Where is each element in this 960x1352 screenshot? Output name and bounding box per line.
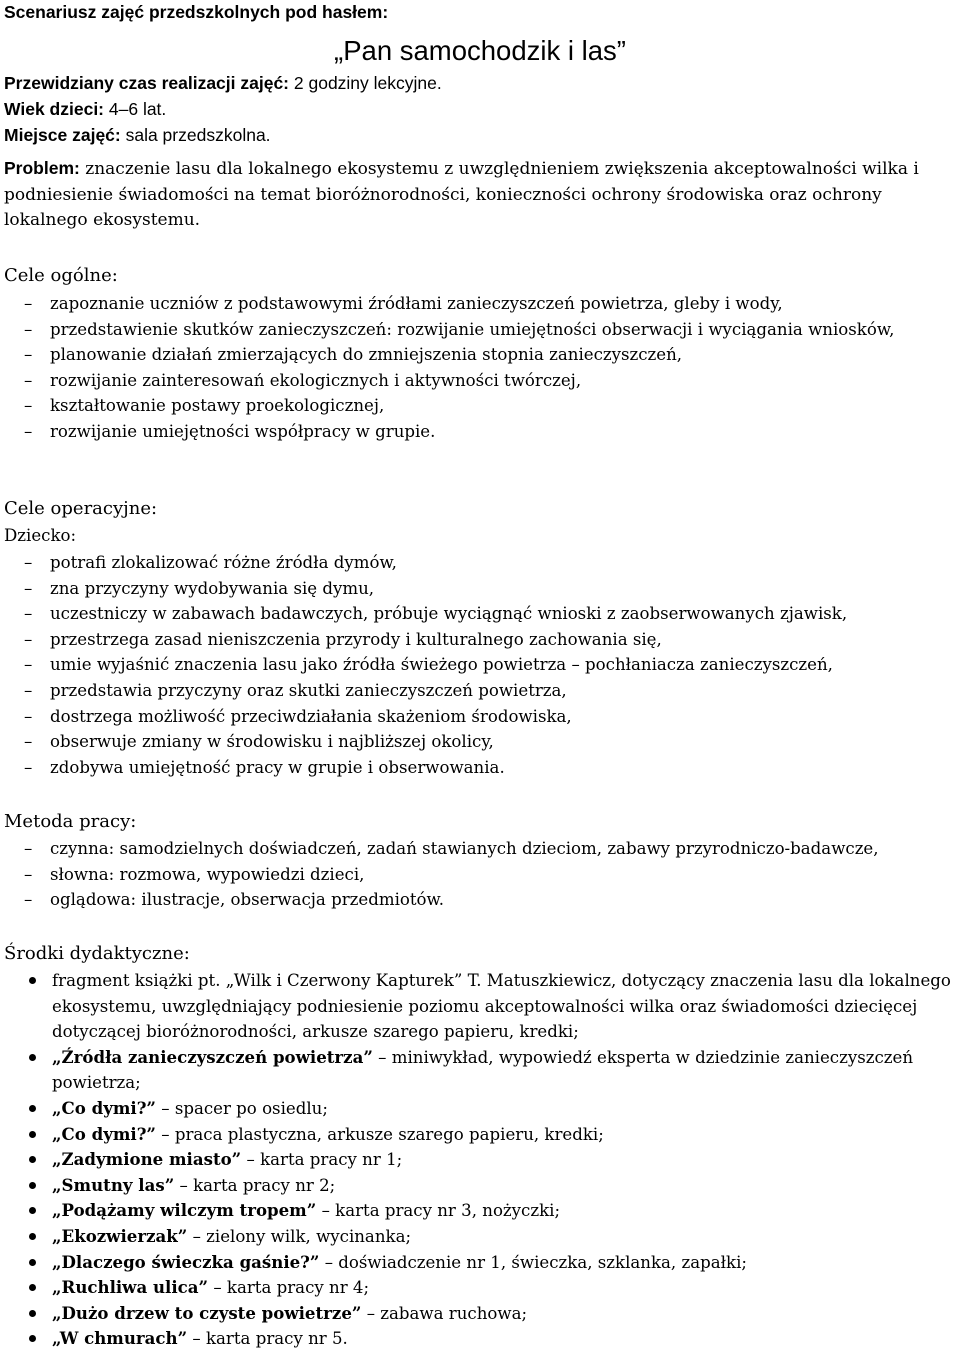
meta-place — [4, 125, 271, 145]
bullet-icon — [29, 1335, 36, 1342]
bullet-icon — [29, 1259, 36, 1266]
list-item: – potrafi zlokalizować różne źródła dymów, — [24, 553, 397, 572]
page-title: „Pan samochodzik i las” — [334, 35, 626, 66]
list-item: – zdobywa umiejętność pracy w grupie i obserwowania. — [24, 757, 505, 777]
list-item: „Co dymi?” – spacer po osiedlu; — [4, 1096, 954, 1122]
cele-operacyjne-list — [4, 550, 954, 780]
meta-age-label: Wiek dzieci: — [4, 99, 105, 119]
list-item: „Ekozwierzak” – zielony wilk, wycinanka; — [4, 1224, 954, 1250]
list-item: – kształtowanie postawy proekologicznej, — [24, 396, 385, 416]
list-item: – uczestniczy w zabawach badawczych, próbuje wyciągnąć wnioski z zaobserwowanych zjawisk, — [24, 604, 848, 624]
meta-place-value: sala przedszkolna. — [120, 125, 271, 145]
heading-cele-operacyjne: Cele operacyjne: — [4, 498, 158, 519]
list-item: „Smutny las” – karta pracy nr 2; — [4, 1173, 954, 1199]
meta-time — [4, 73, 442, 93]
list-item: fragment książki pt. „Wilk i Czerwony Kapturek” T. Matuszkiewicz, dotyczący znaczenia lasu dla lokalnego ekosystemu, uwzględniający podniesienie poziomu akceptowalności wilka oraz świadomości dziecięcej dotyczącej bioróżnorodności, arkusze szarego papieru, kredki; — [4, 968, 954, 1045]
meta-age-value: 4–6 lat. — [104, 99, 167, 119]
list-item: – słowna: rozmowa, wypowiedzi dzieci, — [24, 864, 365, 884]
srodki-list — [4, 968, 954, 1352]
meta-place-label: Miejsce zajęć: — [4, 125, 121, 145]
list-item: – czynna: samodzielnych doświadczeń, zadań stawianych dzieciom, zabawy przyrodniczo-badawcze, — [24, 839, 879, 858]
bullet-icon — [29, 1131, 36, 1138]
cele-ogolne-list — [4, 291, 954, 445]
list-item: – zapoznanie uczniów z podstawowymi źródłami zanieczyszczeń powietrza, gleby i wody, — [24, 294, 783, 313]
scenario-header: Scenariusz zajęć przedszkolnych pod hasłem: — [4, 2, 389, 22]
meta-time-label: Przewidziany czas realizacji zajęć: — [4, 73, 290, 93]
list-item: – obserwuje zmiany w środowisku i najbliższej okolicy, — [24, 732, 494, 752]
list-item: – przedstawia przyczyny oraz skutki zanieczyszczeń powietrza, — [24, 680, 567, 700]
list-item: „Dużo drzew to czyste powietrze” – zabawa ruchowa; — [4, 1301, 954, 1327]
problem-text: znaczenie lasu dla lokalnego ekosystemu z uwzględnieniem zwiększenia akceptowalności wilka i podniesienie świadomości na temat bioróżnorodności, konieczności ochrony środowiska oraz ochrony lokalnego ekosystemu. — [4, 159, 919, 230]
metoda-pracy-list — [4, 836, 954, 913]
meta-age — [4, 99, 166, 119]
list-item: – rozwijanie zainteresowań ekologicznych i aktywności twórczej, — [24, 370, 582, 390]
list-item: „Ruchliwa ulica” – karta pracy nr 4; — [4, 1275, 954, 1301]
bullet-icon — [29, 977, 36, 984]
bullet-icon — [29, 1207, 36, 1214]
problem-label: Problem: — [4, 158, 80, 178]
list-item: „Dlaczego świeczka gaśnie?” – doświadczenie nr 1, świeczka, szklanka, zapałki; — [4, 1250, 954, 1276]
bullet-icon — [29, 1233, 36, 1240]
list-item: „Zadymione miasto” – karta pracy nr 1; — [4, 1147, 954, 1173]
problem-paragraph — [4, 156, 954, 234]
list-item: – umie wyjaśnić znaczenia lasu jako źródła świeżego powietrza – pochłaniacza zanieczyszczeń, — [24, 655, 833, 675]
list-item: – dostrzega możliwość przeciwdziałania skażeniom środowiska, — [24, 706, 572, 726]
bullet-icon — [29, 1156, 36, 1163]
bullet-icon — [29, 1105, 36, 1112]
cele-operacyjne-subheading: Dziecko: — [4, 526, 77, 545]
heading-metoda-pracy: Metoda pracy: — [4, 811, 137, 832]
list-item: – oglądowa: ilustracje, obserwacja przedmiotów. — [24, 890, 445, 910]
list-item: „Podążamy wilczym tropem” – karta pracy nr 3, nożyczki; — [4, 1198, 954, 1224]
bullet-icon — [29, 1284, 36, 1291]
meta-time-value: 2 godziny lekcyjne. — [289, 73, 442, 93]
list-item: „Źródła zanieczyszczeń powietrza” – miniwykład, wypowiedź eksperta w dziedzinie zanieczyszczeń powietrza; — [4, 1045, 954, 1096]
heading-cele-ogolne: Cele ogólne: — [4, 265, 118, 286]
list-item: „W chmurach” – karta pracy nr 5. — [4, 1326, 954, 1352]
bullet-icon — [29, 1182, 36, 1189]
list-item: – przestrzega zasad nieniszczenia przyrody i kulturalnego zachowania się, — [24, 629, 662, 649]
list-item: – planowanie działań zmierzających do zmniejszenia stopnia zanieczyszczeń, — [24, 345, 683, 365]
list-item: – rozwijanie umiejętności współpracy w grupie. — [24, 421, 436, 441]
list-item: – zna przyczyny wydobywania się dymu, — [24, 578, 375, 598]
list-item: – przedstawienie skutków zanieczyszczeń: rozwijanie umiejętności obserwacji i wyciągania wniosków, — [24, 319, 895, 339]
bullet-icon — [29, 1054, 36, 1061]
list-item: „Co dymi?” – praca plastyczna, arkusze szarego papieru, kredki; — [4, 1122, 954, 1148]
bullet-icon — [29, 1310, 36, 1317]
heading-srodki-dydaktyczne: Środki dydaktyczne: — [4, 943, 190, 964]
